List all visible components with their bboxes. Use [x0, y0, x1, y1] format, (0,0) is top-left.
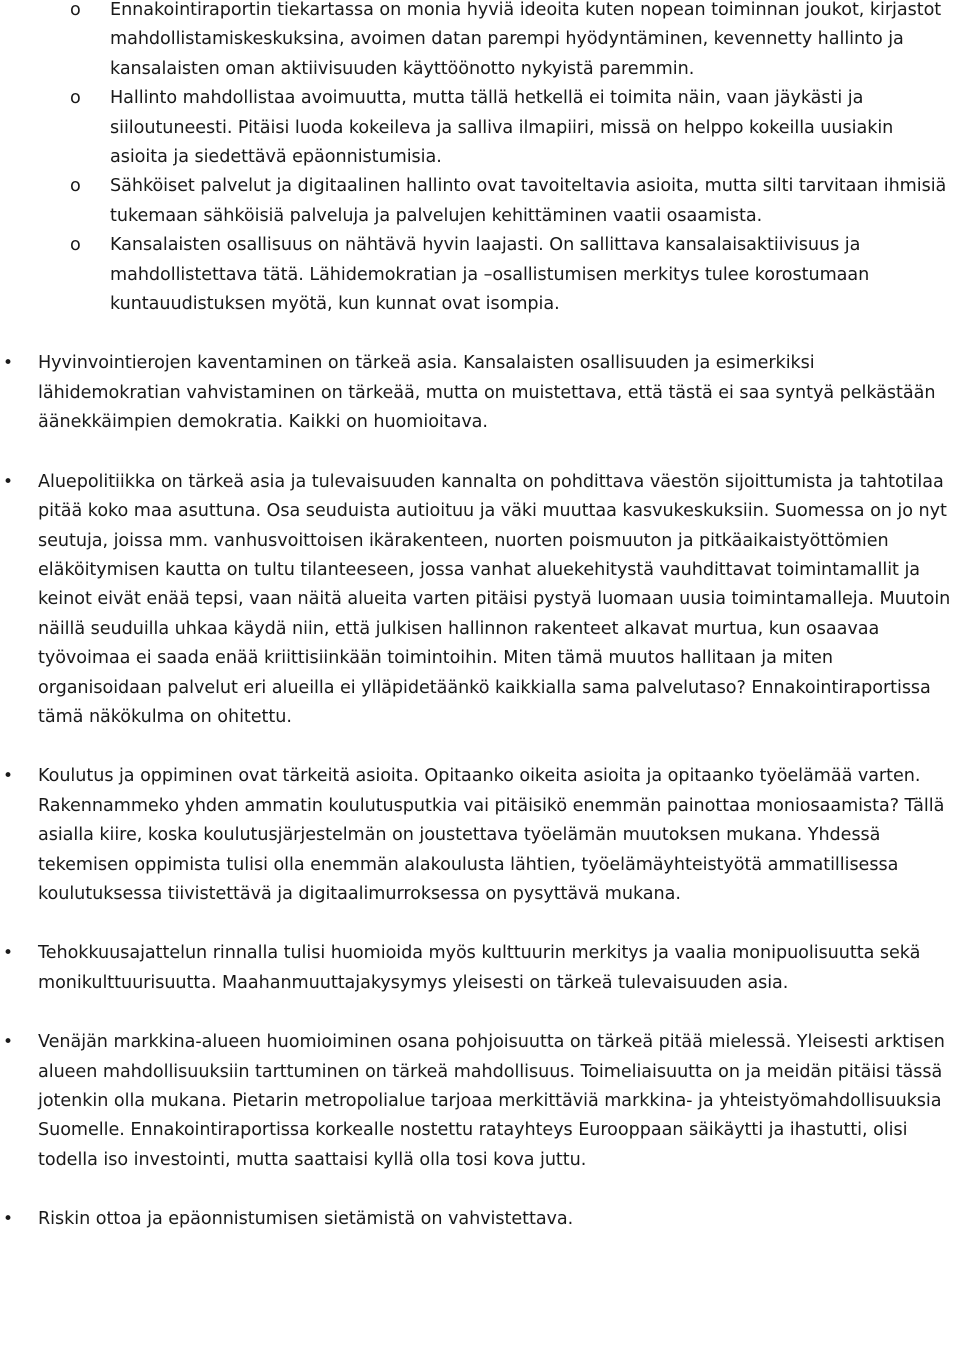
- circle-bullet-icon: o: [70, 88, 81, 109]
- main-list-item: [0, 762, 960, 909]
- bullet-icon: •: [3, 1209, 13, 1230]
- main-item-text: Koulutus ja oppiminen ovat tärkeitä asioita. Opitaanko oikeita asioita ja opitaanko työelämää varten. Rakennammeko yhden ammatin koulutusputkia vai pitäisikö enemmän painottaa moniosaamista? Tällä asialla kiire, koska koulutusjärjestelmän on joustettava työelämän muutoksen mukana. Yhdessä tekemisen oppimista tulisi olla enemmän alakoulusta lähtien, työelämäyhteistyötä ammatillisessa koulutuksessa tiivistettävä ja digitaalimurroksessa on pysyttävä mukana.: [38, 766, 945, 904]
- bullet-icon: •: [3, 471, 13, 492]
- sub-list-item: [0, 0, 960, 84]
- main-list-item: [0, 939, 960, 998]
- sub-item-text: Kansalaisten osallisuus on nähtävä hyvin laajasti. On sallittava kansalaisaktiivisuus ja mahdollistettava tätä. Lähidemokratian ja –osallistumisen merkitys tulee korostumaan kuntauudistuksen myötä, kun kunnat ovat isompia.: [110, 235, 870, 315]
- main-list-item: [0, 1028, 960, 1175]
- main-item-text: Riskin ottoa ja epäonnistumisen sietämistä on vahvistettava.: [38, 1209, 574, 1230]
- main-list-item: [0, 1205, 960, 1234]
- main-bullet-list: [0, 349, 960, 1234]
- bullet-icon: •: [3, 766, 13, 787]
- main-list-item: [0, 349, 960, 437]
- sub-item-text: Ennakointiraportin tiekartassa on monia hyviä ideoita kuten nopean toiminnan joukot, kirjastot mahdollistamiskeskuksina, avoimen datan parempi hyödyntäminen, kevennetty hallinto ja kansalaisten oman aktiivisuuden käyttöönotto nykyistä paremmin.: [110, 0, 942, 79]
- bullet-icon: •: [3, 943, 13, 964]
- sub-item-text: Sähköiset palvelut ja digitaalinen hallinto ovat tavoiteltavia asioita, mutta silti tarvitaan ihmisiä tukemaan sähköisiä palveluja ja palvelujen kehittäminen vaatii osaamista.: [110, 176, 947, 226]
- main-item-text: Hyvinvointierojen kaventaminen on tärkeä asia. Kansalaisten osallisuuden ja esimerkiksi lähidemokratian vahvistaminen on tärkeää, mutta on muistettava, että tästä ei saa syntyä pelkästään äänekkäimpien demokratia. Kaikki on huomioitava.: [38, 353, 936, 433]
- circle-bullet-icon: o: [70, 235, 81, 256]
- main-item-text: Aluepolitiikka on tärkeä asia ja tulevaisuuden kannalta on pohdittava väestön sijoittumista ja tahtotilaa pitää koko maa asuttuna. Osa seuduista autioituu ja väki muuttaa kasvukeskuksiin. Suomessa on jo nyt seutuja, joissa mm. vanhusvoittoisen ikärakenteen, nuorten poismuuton ja pitkäaikaistyöttömien eläköitymisen kautta on tultu tilanteeseen, jossa vanhat aluekehitystä vauhdittavat toimintamallit ja keinot eivät enää tepsi, vaan näitä alueita varten pitäisi pystyä luomaan uusia toimintamalleja. Muutoin näillä seuduilla uhkaa käydä niin, että julkisen hallinnon rakenteet alkavat murtua, kun osaavaa työvoimaa ei saada enää kriittisiinkään toimintoihin. Miten tämä muutos hallitaan ja miten organisoidaan palvelut eri alueilla ei ylläpidetäänkö kaikkialla sama palvelutaso? Ennakointiraportissa tämä näkökulma on ohitettu.: [38, 471, 951, 727]
- bullet-icon: •: [3, 1032, 13, 1053]
- main-item-text: Venäjän markkina-alueen huomioiminen osana pohjoisuutta on tärkeä pitää mielessä. Yleisesti arktisen alueen mahdollisuuksiin tarttuminen on tärkeä mahdollisuus. Toimeliaisuutta on ja meidän pitäisi tässä jotenkin olla mukana. Pietarin metropolialue tarjoaa merkittäviä markkina- ja yhteistyömahdollisuuksia Suomelle. Ennakointiraportissa korkealle nostettu ratayhteys Eurooppaan säikäytti ja ihastutti, olisi todella iso investointi, mutta saattaisi kyllä olla tosi kova juttu.: [38, 1032, 945, 1170]
- sub-list-item: [0, 84, 960, 172]
- sub-list-item: [0, 231, 960, 319]
- main-list-item: [0, 468, 960, 733]
- circle-bullet-icon: o: [70, 0, 81, 20]
- sub-list-item: [0, 172, 960, 231]
- sub-item-text: Hallinto mahdollistaa avoimuutta, mutta tällä hetkellä ei toimita näin, vaan jäykästi ja siiloutuneesti. Pitäisi luoda kokeileva ja salliva ilmapiiri, missä on helppo kokeilla uusiakin asioita ja siedettävä epäonnistumisia.: [110, 88, 894, 168]
- circle-bullet-icon: o: [70, 176, 81, 197]
- main-item-text: Tehokkuusajattelun rinnalla tulisi huomioida myös kulttuurin merkitys ja vaalia monipuolisuutta sekä monikulttuurisuutta. Maahanmuuttajakysymys yleisesti on tärkeä tulevaisuuden asia.: [38, 943, 921, 993]
- sub-bullet-list: [0, 0, 960, 319]
- bullet-icon: •: [3, 353, 13, 374]
